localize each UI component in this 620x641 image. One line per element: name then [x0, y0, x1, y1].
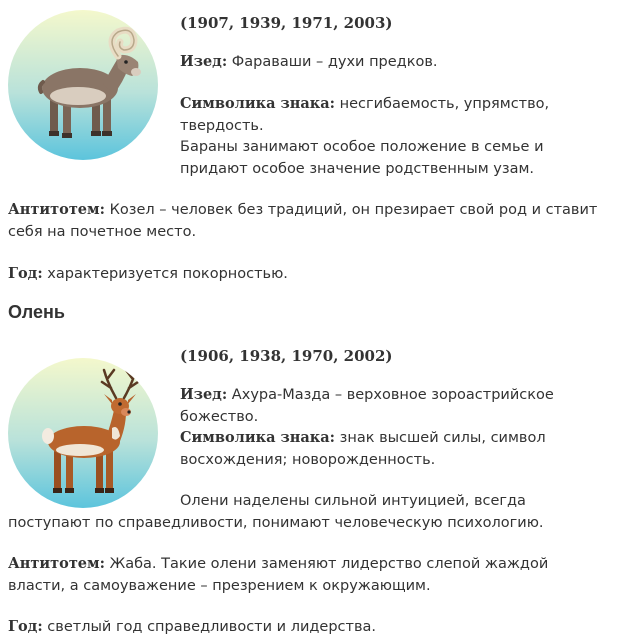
ram-symbol-label: Символика знака: — [180, 95, 336, 112]
ram-year-label: Год: — [8, 265, 43, 282]
deer-years: (1906, 1938, 1970, 2002) — [180, 347, 393, 365]
ram-years: (1907, 1939, 1971, 2003) — [180, 14, 393, 32]
deer-section — [0, 330, 620, 641]
deer-symbol-text: знак высшей силы, символ восхождения; новорожденность. — [180, 430, 546, 468]
deer-ized-text: Ахура-Мазда – верховное зороастрийское божество. — [180, 387, 554, 425]
deer-year-text: светлый год справедливости и лидерства. — [42, 619, 376, 635]
ram-symbol — [180, 93, 610, 137]
ram-description: Бараны занимают особое положение в семье и придают особое значение родственным узам. — [180, 139, 544, 177]
deer-antitotem-text: Жаба. Такие олени заменяют лидерство слепой жаждой власти, а самоуважение – презрением к окружающим. — [8, 556, 549, 594]
deer-heading: Олень — [8, 302, 65, 322]
deer-description: Олени наделены сильной интуицией, всегда поступают по справедливости, понимают человеческую психологию. — [8, 493, 544, 531]
ram-symbol-text: несгибаемость, упрямство, твердость. — [180, 96, 550, 134]
deer-year-label: Год: — [8, 618, 43, 635]
ram-section — [0, 0, 620, 290]
deer-year-trait — [8, 616, 610, 638]
ram-year-trait — [8, 263, 610, 285]
deer-ized-label: Изед: — [180, 386, 228, 403]
deer-ized — [180, 384, 610, 428]
ram-antitotem-label: Антитотем: — [8, 201, 105, 218]
deer-medallion — [8, 358, 158, 508]
ram-ized-label: Изед: — [180, 53, 228, 70]
ram-antitotem-text: Козел – человек без традиций, он презирает свой род и ставит себя на почетное место. — [8, 202, 598, 240]
deer-antitotem-label: Антитотем: — [8, 555, 105, 572]
deer-antitotem — [8, 553, 608, 597]
ram-year-text: характеризуется покорностью. — [42, 266, 288, 282]
deer-icon — [8, 358, 158, 508]
ram-ized-text: Фараваши – духи предков. — [227, 54, 438, 70]
ram-antitotem — [8, 199, 610, 243]
ram-medallion — [8, 10, 158, 160]
ram-icon — [8, 10, 158, 160]
deer-symbol — [180, 427, 550, 471]
deer-symbol-label: Символика знака: — [180, 429, 336, 446]
ram-ized — [180, 51, 610, 73]
